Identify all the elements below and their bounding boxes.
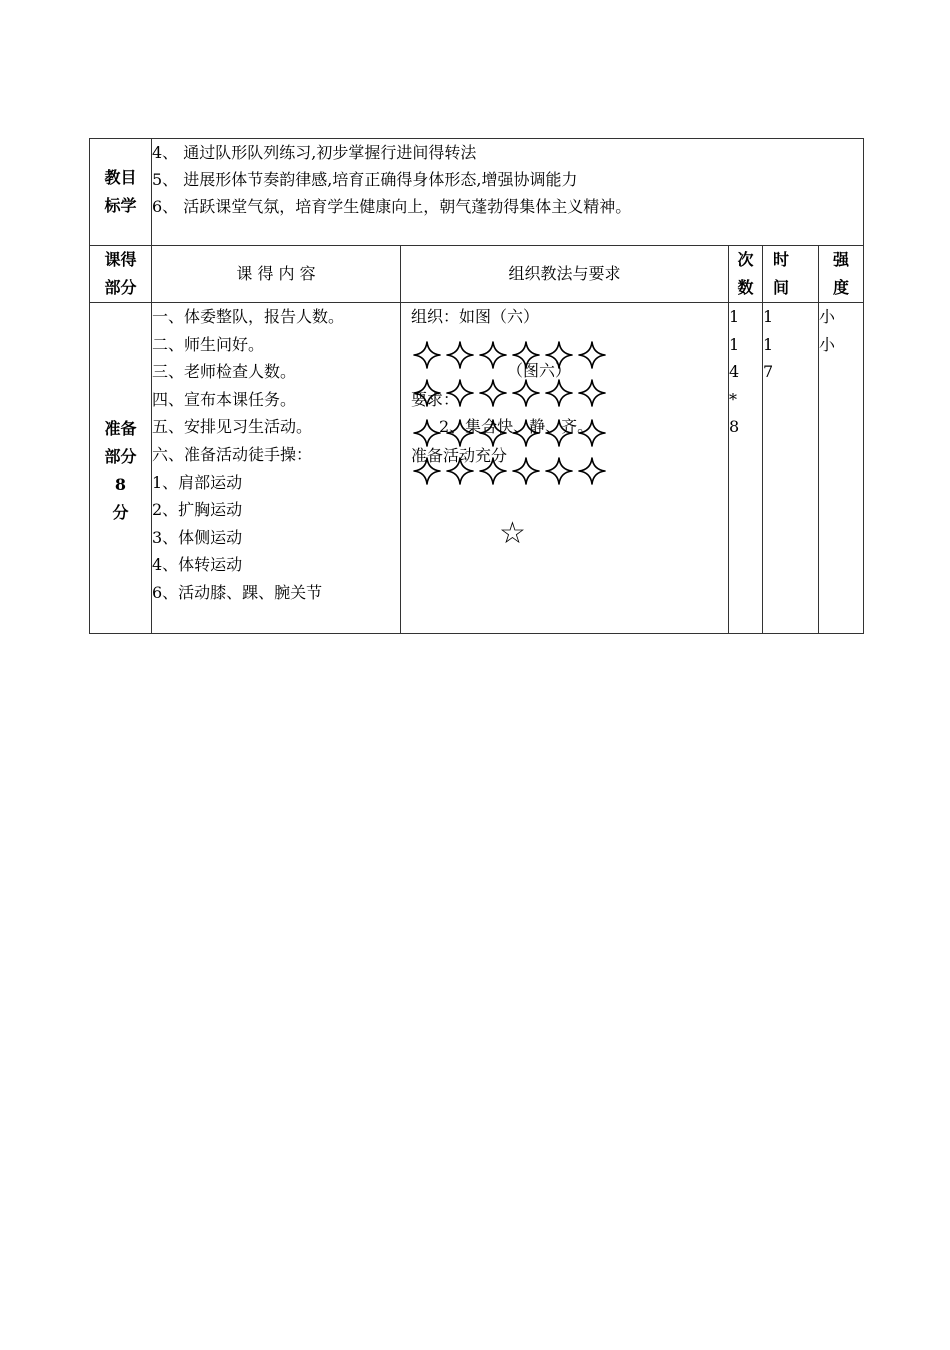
intensity-value: 小 <box>819 334 836 354</box>
header-count-line-1: 次 <box>737 250 754 269</box>
header-part-line-1: 课得 <box>104 250 137 269</box>
prep-label-cell <box>90 303 152 634</box>
prep-content-cell <box>152 303 401 634</box>
header-intensity-cell <box>819 246 864 303</box>
count-value: 4 <box>729 362 740 382</box>
content-item: 一、体委整队，报告人数。 <box>152 307 345 326</box>
student-star-icon <box>478 378 508 408</box>
student-star-icon <box>544 378 574 408</box>
header-time-cell <box>763 246 819 303</box>
intensity-value: 小 <box>819 307 836 326</box>
count-value: * <box>729 389 737 409</box>
header-intensity-line-1: 强 <box>833 250 850 269</box>
prep-row <box>90 303 864 634</box>
count-value: 1 <box>729 307 740 326</box>
student-star-icon <box>577 456 607 486</box>
time-value: 7 <box>763 362 774 382</box>
student-star-icon <box>511 340 541 370</box>
requirement-1: 2、集合快、静、齐。 <box>439 417 594 436</box>
prep-label-line-4: 分 <box>112 503 129 522</box>
header-row <box>90 246 864 303</box>
student-star-icon <box>478 456 508 486</box>
prep-time-cell <box>763 303 819 634</box>
objective-item: 5、 进展形体节奏韵律感,培育正确得身体形态,增强协调能力 <box>152 170 578 189</box>
count-value: 8 <box>729 417 740 437</box>
student-star-icon <box>577 340 607 370</box>
student-star-icon <box>412 418 442 448</box>
student-star-icon <box>577 378 607 408</box>
content-item: 1、肩部运动 <box>152 472 243 492</box>
student-star-icon <box>478 418 508 448</box>
time-value: 1 <box>763 307 774 326</box>
content-item: 五、安排见习生活动。 <box>152 417 313 437</box>
header-count-line-2: 数 <box>737 278 754 297</box>
requirement-label: 要求： <box>411 390 460 409</box>
objectives-row <box>90 139 864 246</box>
objectives-cell <box>152 139 864 246</box>
content-item: 六、准备活动徒手操： <box>152 444 313 464</box>
student-star-icon <box>412 378 442 408</box>
student-star-icon <box>511 456 541 486</box>
student-star-icon <box>412 456 442 486</box>
formation-diagram <box>401 303 728 633</box>
content-item: 3、体侧运动 <box>152 527 243 547</box>
student-star-icon <box>544 456 574 486</box>
header-time-line-2: 间 <box>773 278 790 297</box>
student-star-icon <box>412 340 442 370</box>
count-value: 1 <box>729 334 740 354</box>
objective-item: 4、 通过队形队列练习,初步掌握行进间得转法 <box>152 143 477 162</box>
header-time-line-1: 时 <box>773 250 790 269</box>
student-star-icon <box>544 340 574 370</box>
content-item: 三、老师检查人数。 <box>152 362 297 382</box>
requirement-2: 准备活动充分 <box>411 446 508 465</box>
figure-caption: （图六） <box>507 361 572 380</box>
header-method-cell <box>401 246 729 303</box>
objectives-label-cell <box>90 139 152 246</box>
student-star-icon <box>445 456 475 486</box>
header-method: 组织教法与要求 <box>508 264 621 283</box>
student-star-icon <box>445 378 475 408</box>
student-star-icon <box>511 418 541 448</box>
student-star-icon <box>445 418 475 448</box>
prep-label-line-1: 准备 <box>104 419 137 438</box>
teacher-star-icon: ☆ <box>499 516 526 551</box>
lesson-plan-table <box>89 138 864 634</box>
student-star-icon <box>577 418 607 448</box>
content-item: 4、体转运动 <box>152 555 243 575</box>
prep-count-cell <box>729 303 763 634</box>
prep-method-cell <box>401 303 729 634</box>
student-star-icon <box>544 418 574 448</box>
content-item: 2、扩胸运动 <box>152 500 243 520</box>
student-star-icon <box>445 340 475 370</box>
header-part-cell <box>90 246 152 303</box>
student-star-icon <box>478 340 508 370</box>
prep-intensity-cell <box>819 303 864 634</box>
prep-label-line-3: 8 <box>114 475 127 494</box>
header-part-line-2: 部分 <box>104 278 137 297</box>
header-count-cell <box>729 246 763 303</box>
content-item: 四、宣布本课任务。 <box>152 389 297 409</box>
header-content: 课 得 内 容 <box>236 264 316 283</box>
content-item: 6、活动膝、踝、腕关节 <box>152 582 323 602</box>
content-item: 二、师生问好。 <box>152 334 265 354</box>
objectives-label-line-1: 教目 <box>104 168 137 187</box>
objective-item: 6、 活跃课堂气氛，培育学生健康向上，朝气蓬勃得集体主义精神。 <box>152 197 632 216</box>
header-intensity-line-2: 度 <box>833 278 850 297</box>
student-star-icon <box>511 378 541 408</box>
org-title: 组织：如图（六） <box>411 307 540 326</box>
objectives-label-line-2: 标学 <box>104 196 137 215</box>
time-value: 1 <box>763 334 774 354</box>
prep-label-line-2: 部分 <box>104 447 137 466</box>
header-content-cell <box>152 246 401 303</box>
